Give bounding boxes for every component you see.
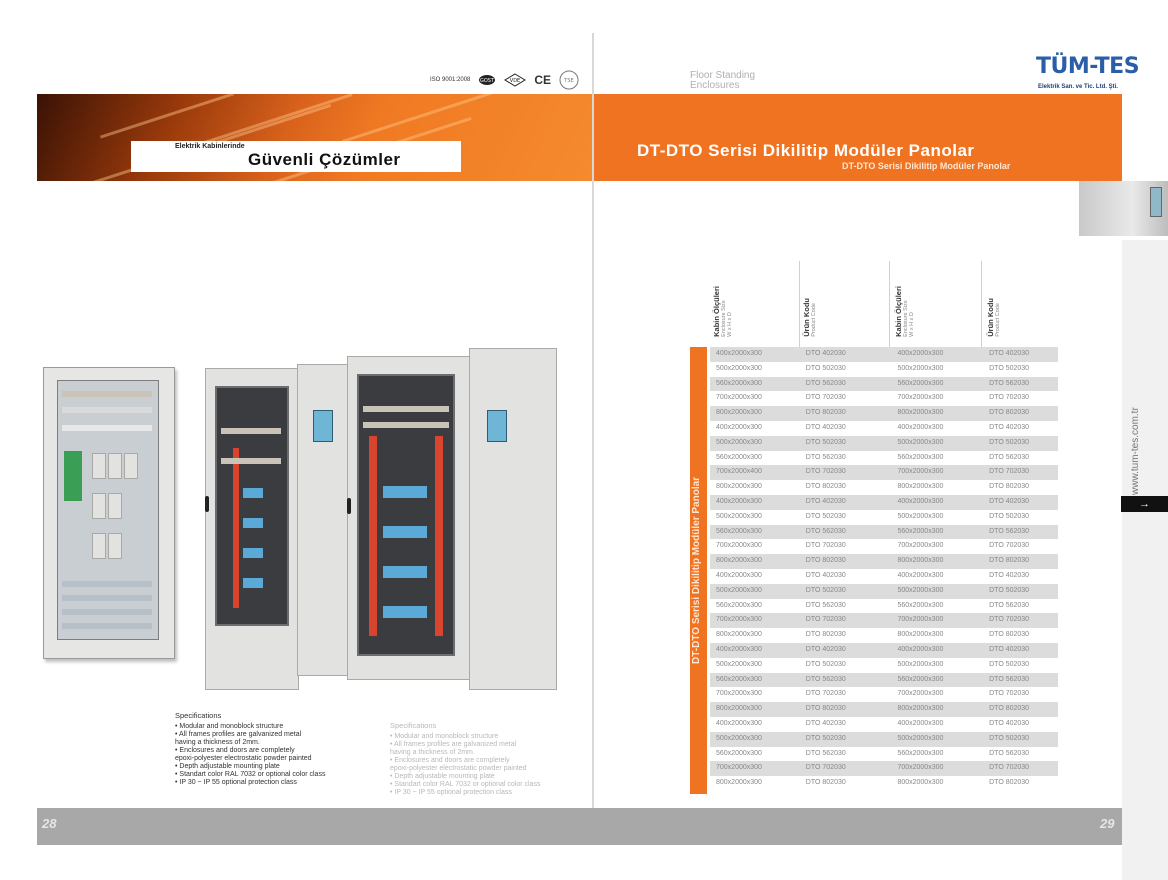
table-cell: 700x2000x300 bbox=[897, 764, 944, 772]
table-row bbox=[710, 391, 1058, 406]
table-cell: DTO 562030 bbox=[989, 453, 1030, 461]
table-cell: 500x2000x300 bbox=[716, 660, 762, 668]
table-cell: DTO 402030 bbox=[989, 571, 1030, 579]
cabinet-thumbnail bbox=[1079, 181, 1168, 236]
table-cell: DTO 502030 bbox=[989, 438, 1030, 446]
table-cell: 800x2000x300 bbox=[897, 409, 944, 417]
small-cabinet-photo bbox=[43, 367, 175, 659]
table-cell: DTO 702030 bbox=[805, 690, 846, 698]
table-cell: DTO 402030 bbox=[989, 719, 1030, 727]
table-cell: DTO 802030 bbox=[805, 409, 846, 417]
table-cell: 700x2000x300 bbox=[716, 616, 762, 624]
table-cell: 400x2000x300 bbox=[897, 423, 944, 431]
table-cell: 700x2000x300 bbox=[716, 394, 762, 402]
column-header: Kabin Ölçüleri Enclosure Size W x H x D bbox=[892, 261, 982, 347]
spec-item: • All frames profiles are galvanized metal bbox=[175, 731, 302, 738]
table-cell: DTO 502030 bbox=[805, 364, 846, 372]
page-title: DT-DTO Serisi Dikilitip Modüler Panolar bbox=[637, 141, 975, 160]
table-cell: DTO 702030 bbox=[989, 394, 1030, 402]
table-cell: DTO 802030 bbox=[805, 631, 846, 639]
spec-item: having a thickness of 2mm. bbox=[390, 749, 475, 756]
svg-text:VDE: VDE bbox=[510, 78, 521, 84]
table-row bbox=[710, 702, 1058, 717]
table-cell: DTO 502030 bbox=[989, 512, 1030, 520]
spec-item: • Standart color RAL 7032 or optional color class bbox=[390, 781, 541, 788]
table-cell: 800x2000x300 bbox=[716, 779, 762, 787]
table-cell: 400x2000x300 bbox=[716, 719, 762, 727]
table-cell: DTO 802030 bbox=[989, 483, 1030, 491]
table-row bbox=[710, 362, 1058, 377]
left-page-number: 28 bbox=[42, 816, 57, 831]
specifications-list bbox=[175, 712, 325, 787]
table-cell: 500x2000x300 bbox=[716, 364, 762, 372]
table-cell: DTO 802030 bbox=[805, 779, 846, 787]
table-cell: DTO 562030 bbox=[805, 601, 846, 609]
table-cell: 400x2000x300 bbox=[716, 645, 762, 653]
page-subtitle: DT-DTO Serisi Dikilitip Modüler Panolar bbox=[842, 161, 1011, 171]
table-cell: DTO 402030 bbox=[805, 571, 846, 579]
table-cell: DTO 702030 bbox=[989, 542, 1030, 550]
svg-text:TSE: TSE bbox=[564, 78, 574, 84]
large-cabinet-photo bbox=[205, 346, 555, 698]
table-row bbox=[710, 510, 1058, 525]
table-row bbox=[710, 717, 1058, 732]
table-cell: 560x2000x300 bbox=[716, 749, 762, 757]
table-row bbox=[710, 539, 1058, 554]
table-cell: DTO 802030 bbox=[989, 409, 1030, 417]
specs-heading-faded: Specifications bbox=[390, 721, 437, 730]
table-cell: DTO 702030 bbox=[805, 468, 846, 476]
banner-small-text: Elektrik Kabinlerinde bbox=[175, 143, 245, 150]
spec-item: • All frames profiles are galvanized metal bbox=[390, 741, 517, 748]
spec-item: • IP 30 ~ IP 55 optional protection class bbox=[175, 779, 297, 786]
spec-item: • Enclosures and doors are completely bbox=[175, 747, 295, 754]
table-row bbox=[710, 465, 1058, 480]
table-cell: DTO 402030 bbox=[989, 497, 1030, 505]
table-cell: 560x2000x300 bbox=[897, 601, 944, 609]
table-cell: DTO 802030 bbox=[989, 705, 1030, 713]
table-cell: DTO 402030 bbox=[989, 423, 1030, 431]
table-cell: DTO 802030 bbox=[805, 557, 846, 565]
table-cell: 500x2000x300 bbox=[716, 438, 762, 446]
table-cell: 800x2000x300 bbox=[716, 705, 762, 713]
table-cell: 560x2000x300 bbox=[897, 379, 944, 387]
table-cell: 560x2000x300 bbox=[716, 453, 762, 461]
tse-mark-icon bbox=[559, 70, 579, 90]
table-cell: DTO 562030 bbox=[989, 379, 1030, 387]
table-cell: DTO 502030 bbox=[989, 734, 1030, 742]
table-cell: 800x2000x300 bbox=[897, 557, 944, 565]
table-cell: 700x2000x300 bbox=[716, 764, 762, 772]
table-cell: 500x2000x300 bbox=[897, 512, 944, 520]
table-cell: 560x2000x300 bbox=[716, 379, 762, 387]
table-cell: 400x2000x300 bbox=[897, 350, 944, 357]
certification-marks bbox=[430, 70, 579, 90]
table-row bbox=[710, 569, 1058, 584]
table-cell: DTO 802030 bbox=[805, 483, 846, 491]
table-row bbox=[710, 687, 1058, 702]
table-row bbox=[710, 480, 1058, 495]
spec-item: having a thickness of 2mm. bbox=[175, 739, 260, 746]
table-cell: 560x2000x300 bbox=[897, 527, 944, 535]
table-cell: DTO 562030 bbox=[989, 527, 1030, 535]
table-header bbox=[710, 261, 1058, 347]
table-row bbox=[710, 761, 1058, 776]
spec-item: • Modular and monoblock structure bbox=[390, 733, 499, 740]
table-cell: 800x2000x300 bbox=[897, 631, 944, 639]
specifications-list-faded bbox=[390, 722, 540, 797]
table-cell: 700x2000x300 bbox=[716, 542, 762, 550]
ce-mark-icon: CE bbox=[534, 73, 552, 87]
table-cell: 500x2000x300 bbox=[897, 734, 944, 742]
table-cell: 800x2000x300 bbox=[897, 779, 944, 787]
spec-item: • IP 30 ~ IP 55 optional protection class bbox=[390, 789, 512, 796]
svg-text:GOST: GOST bbox=[480, 78, 495, 84]
table-cell: 800x2000x300 bbox=[897, 705, 944, 713]
table-cell: DTO 562030 bbox=[805, 453, 846, 461]
table-cell: DTO 802030 bbox=[805, 705, 846, 713]
table-cell: DTO 802030 bbox=[989, 557, 1030, 565]
table-cell: 700x2000x300 bbox=[897, 394, 944, 402]
table-row bbox=[710, 628, 1058, 643]
table-cell: DTO 502030 bbox=[805, 660, 846, 668]
column-header: Kabin Ölçüleri Enclosure Size W x H x D bbox=[710, 261, 800, 347]
table-cell: DTO 402030 bbox=[989, 350, 1030, 357]
right-margin-strip bbox=[1122, 240, 1168, 880]
table-row bbox=[710, 436, 1058, 451]
table-cell: DTO 562030 bbox=[989, 749, 1030, 757]
table-cell: DTO 702030 bbox=[989, 616, 1030, 624]
table-row bbox=[710, 554, 1058, 569]
iso-cert-text: ISO 9001:2008 bbox=[430, 77, 471, 83]
table-cell: 700x2000x300 bbox=[716, 690, 762, 698]
table-cell: 400x2000x300 bbox=[716, 423, 762, 431]
table-cell: DTO 562030 bbox=[805, 749, 846, 757]
table-cell: 400x2000x300 bbox=[897, 645, 944, 653]
table-cell: DTO 562030 bbox=[989, 675, 1030, 683]
table-cell: DTO 402030 bbox=[805, 350, 846, 357]
table-cell: DTO 402030 bbox=[805, 423, 846, 431]
table-row bbox=[710, 377, 1058, 392]
table-cell: 500x2000x300 bbox=[897, 660, 944, 668]
table-row bbox=[710, 673, 1058, 688]
table-cell: 500x2000x300 bbox=[897, 438, 944, 446]
table-cell: 400x2000x300 bbox=[897, 719, 944, 727]
table-cell: 700x2000x300 bbox=[897, 616, 944, 624]
table-cell: 500x2000x300 bbox=[716, 586, 762, 594]
table-cell: DTO 702030 bbox=[989, 690, 1030, 698]
table-row bbox=[710, 421, 1058, 436]
spec-item: • Depth adjustable mounting plate bbox=[390, 773, 495, 780]
category-label: Floor Standing Enclosures bbox=[690, 70, 756, 91]
table-row bbox=[710, 658, 1058, 673]
vertical-series-label: DT-DTO Serisi Dikilitip Modüler Panolar bbox=[691, 476, 702, 665]
bottom-bar bbox=[37, 808, 1122, 845]
spec-item: • Modular and monoblock structure bbox=[175, 723, 284, 730]
banner-headline: Güvenli Çözümler bbox=[248, 150, 401, 169]
table-cell: DTO 502030 bbox=[989, 586, 1030, 594]
logo-subtitle: Elektrik San. ve Tic. Ltd. Şti. bbox=[1038, 84, 1118, 90]
gost-mark-icon bbox=[478, 74, 496, 86]
table-row bbox=[710, 406, 1058, 421]
table-row bbox=[710, 643, 1058, 658]
table-cell: DTO 402030 bbox=[989, 645, 1030, 653]
table-cell: 400x2000x300 bbox=[716, 350, 762, 357]
table-cell: 800x2000x300 bbox=[716, 631, 762, 639]
product-table bbox=[710, 261, 1058, 787]
table-cell: 560x2000x300 bbox=[897, 453, 944, 461]
table-cell: 500x2000x300 bbox=[897, 364, 944, 372]
table-body bbox=[710, 347, 1058, 791]
table-row bbox=[710, 584, 1058, 599]
table-cell: DTO 802030 bbox=[989, 779, 1030, 787]
spec-item: epoxi-polyester electrostatic powder painted bbox=[175, 755, 312, 762]
table-cell: DTO 702030 bbox=[989, 468, 1030, 476]
table-cell: 800x2000x300 bbox=[716, 557, 762, 565]
table-cell: DTO 502030 bbox=[805, 734, 846, 742]
table-cell: DTO 502030 bbox=[989, 364, 1030, 372]
table-row bbox=[710, 747, 1058, 762]
company-logo bbox=[1036, 54, 1152, 94]
spec-item: • Depth adjustable mounting plate bbox=[175, 763, 280, 770]
spec-item: • Standart color RAL 7032 or optional color class bbox=[175, 771, 326, 778]
table-cell: 800x2000x300 bbox=[897, 483, 944, 491]
table-row bbox=[710, 495, 1058, 510]
vde-mark-icon bbox=[504, 73, 526, 87]
website-url[interactable]: www.tum-tes.com.tr bbox=[1130, 407, 1141, 495]
column-header: Ürün Kodu Product Code bbox=[800, 261, 890, 347]
table-row bbox=[710, 451, 1058, 466]
table-cell: DTO 702030 bbox=[989, 764, 1030, 772]
spec-item: • Enclosures and doors are completely bbox=[390, 757, 510, 764]
table-row bbox=[710, 599, 1058, 614]
table-cell: DTO 502030 bbox=[989, 660, 1030, 668]
table-cell: 400x2000x300 bbox=[897, 497, 944, 505]
table-cell: 700x2000x300 bbox=[897, 468, 944, 476]
table-cell: 560x2000x300 bbox=[897, 749, 944, 757]
spec-item: epoxi-polyester electrostatic powder painted bbox=[390, 765, 527, 772]
table-cell: 560x2000x300 bbox=[897, 675, 944, 683]
table-cell: 500x2000x300 bbox=[897, 586, 944, 594]
table-cell: DTO 402030 bbox=[805, 719, 846, 727]
right-page-number: 29 bbox=[1100, 816, 1115, 831]
table-cell: 700x2000x300 bbox=[897, 690, 944, 698]
table-cell: 560x2000x300 bbox=[716, 527, 762, 535]
table-cell: 700x2000x400 bbox=[716, 468, 762, 476]
table-cell: DTO 562030 bbox=[805, 675, 846, 683]
table-cell: 560x2000x300 bbox=[716, 601, 762, 609]
table-cell: DTO 402030 bbox=[805, 497, 846, 505]
column-header: Ürün Kodu Product Code bbox=[986, 298, 1001, 337]
table-row bbox=[710, 347, 1058, 362]
table-cell: DTO 562030 bbox=[805, 527, 846, 535]
table-cell: DTO 702030 bbox=[805, 542, 846, 550]
table-row bbox=[710, 776, 1058, 791]
table-row bbox=[710, 613, 1058, 628]
table-cell: 400x2000x300 bbox=[716, 571, 762, 579]
table-cell: DTO 702030 bbox=[805, 764, 846, 772]
table-cell: DTO 702030 bbox=[805, 394, 846, 402]
table-cell: DTO 402030 bbox=[805, 645, 846, 653]
logo-name: TÜM-TES bbox=[1036, 54, 1140, 79]
table-cell: 400x2000x300 bbox=[897, 571, 944, 579]
table-cell: 500x2000x300 bbox=[716, 734, 762, 742]
table-cell: 800x2000x300 bbox=[716, 409, 762, 417]
table-cell: 400x2000x300 bbox=[716, 497, 762, 505]
next-page-arrow-icon[interactable]: → bbox=[1121, 496, 1168, 512]
table-cell: 700x2000x300 bbox=[897, 542, 944, 550]
table-cell: DTO 502030 bbox=[805, 586, 846, 594]
table-cell: DTO 562030 bbox=[989, 601, 1030, 609]
table-cell: 560x2000x300 bbox=[716, 675, 762, 683]
table-cell: 800x2000x300 bbox=[716, 483, 762, 491]
table-row bbox=[710, 732, 1058, 747]
table-cell: 500x2000x300 bbox=[716, 512, 762, 520]
table-row bbox=[710, 525, 1058, 540]
table-cell: DTO 562030 bbox=[805, 379, 846, 387]
table-cell: DTO 502030 bbox=[805, 438, 846, 446]
specs-heading: Specifications bbox=[175, 711, 222, 720]
table-cell: DTO 802030 bbox=[989, 631, 1030, 639]
table-cell: DTO 702030 bbox=[805, 616, 846, 624]
table-cell: DTO 502030 bbox=[805, 512, 846, 520]
